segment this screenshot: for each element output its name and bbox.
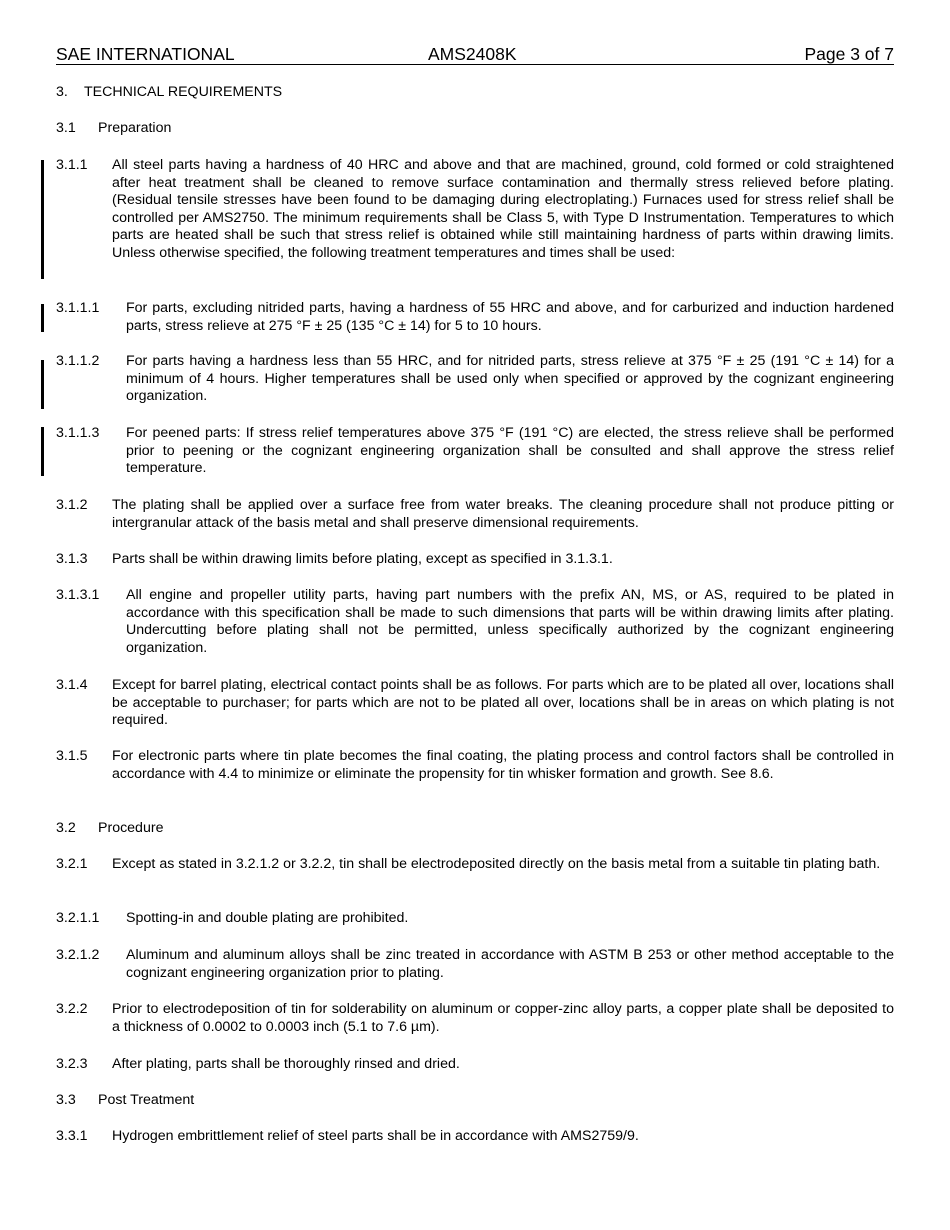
- header-org: SAE INTERNATIONAL: [56, 44, 235, 64]
- paragraph-number: 3.1.3: [56, 551, 88, 567]
- paragraph: [56, 300, 894, 335]
- paragraph: [56, 947, 894, 982]
- paragraph-text: Prior to electrodeposition of tin for solderability on aluminum or copper-zinc alloy parts, a copper plate shall be deposited to a thickness of 0.0002 to 0.0003 inch (5.1 to 7.6 µm).: [112, 1001, 894, 1035]
- paragraph-text: Hydrogen embrittlement relief of steel parts shall be in accordance with AMS2759/9.: [112, 1128, 639, 1144]
- change-bar: [41, 304, 44, 332]
- section-title: Procedure: [98, 820, 164, 836]
- paragraph-text: All steel parts having a hardness of 40 HRC and above and that are machined, ground, cold formed or cold straightened after heat treatment shall be cleaned to remove surface contamination and thermally stress relieved before plating. (Residual tensile stresses have been found to be damaging during electroplating.) Furnaces used for stress relief shall be controlled per AMS2750. The minimum requirements shall be Class 5, with Type D Instrumentation. Temperatures to which parts are heated shall be such that stress relief is obtained while still maintaining hardness of parts within drawing limits. Unless otherwise specified, the following treatment temperatures and times shall be used:: [112, 157, 894, 261]
- section-title: TECHNICAL REQUIREMENTS: [84, 84, 283, 100]
- paragraph: [56, 856, 894, 874]
- section-number: 3.3: [56, 1092, 76, 1108]
- paragraph: [56, 353, 894, 406]
- section-heading: [56, 84, 894, 102]
- paragraph-number: 3.2.1.1: [56, 910, 100, 926]
- paragraph-number: 3.1.3.1: [56, 587, 100, 603]
- paragraph-text: After plating, parts shall be thoroughly rinsed and dried.: [112, 1056, 460, 1072]
- paragraph-number: 3.1.4: [56, 677, 88, 693]
- paragraph-number: 3.1.1.2: [56, 353, 100, 369]
- section-number: 3.: [56, 84, 68, 100]
- paragraph-text: For electronic parts where tin plate becomes the final coating, the plating process and control factors shall be controlled in accordance with 4.4 to minimize or eliminate the propensity for tin whisker formation and growth. See 8.6.: [112, 748, 894, 782]
- paragraph: [56, 157, 894, 263]
- paragraph: [56, 748, 894, 783]
- paragraph-text: For parts having a hardness less than 55 HRC, and for nitrided parts, stress relieve at 375 °F ± 25 (191 °C ± 14) for a minimum of 4 hours. Higher temperatures shall be used only when specified or approved by the cognizant engineering organization.: [126, 353, 894, 405]
- paragraph-text: For parts, excluding nitrided parts, having a hardness of 55 HRC and above, and for carburized and induction hardened parts, stress relieve at 275 °F ± 25 (135 °C ± 14) for 5 to 10 hours.: [126, 300, 894, 334]
- paragraph: [56, 1056, 894, 1074]
- paragraph-text: Except for barrel plating, electrical contact points shall be as follows. For parts which are to be plated all over, locations shall be acceptable to purchaser; for parts which are not to be plated all over, locations shall be in areas on which plating is not required.: [112, 677, 894, 729]
- paragraph-number: 3.2.1.2: [56, 947, 100, 963]
- section-heading: [56, 820, 894, 838]
- paragraph-text: All engine and propeller utility parts, having part numbers with the prefix AN, MS, or AS, required to be plated in accordance with this specification shall be made to such dimensions that parts will be within drawing limits after plating. Undercutting before plating shall not be permitted, unless specifically authorized by the cognizant engineering organization.: [126, 587, 894, 656]
- paragraph: [56, 587, 894, 657]
- paragraph-number: 3.1.2: [56, 497, 88, 513]
- header-doc-number: AMS2408K: [428, 44, 517, 64]
- change-bar: [41, 160, 44, 279]
- section-number: 3.2: [56, 820, 76, 836]
- paragraph-number: 3.2.2: [56, 1001, 88, 1017]
- change-bar: [41, 427, 44, 476]
- paragraph: [56, 910, 894, 928]
- section-number: 3.1: [56, 120, 76, 136]
- paragraph-number: 3.1.1.3: [56, 425, 100, 441]
- section-heading: [56, 120, 894, 138]
- paragraph-text: Parts shall be within drawing limits before plating, except as specified in 3.1.3.1.: [112, 551, 613, 567]
- section-title: Preparation: [98, 120, 172, 136]
- paragraph-text: Spotting-in and double plating are prohibited.: [126, 910, 409, 926]
- paragraph: [56, 497, 894, 532]
- paragraph-text: For peened parts: If stress relief temperatures above 375 °F (191 °C) are elected, the stress relieve shall be performed prior to peening or the cognizant engineering organization shall be consulted and shall approve the stress relief temperature.: [126, 425, 894, 477]
- paragraph-number: 3.2.3: [56, 1056, 88, 1072]
- paragraph: [56, 425, 894, 478]
- header-page-number: Page 3 of 7: [804, 44, 894, 64]
- paragraph-number: 3.1.1.1: [56, 300, 100, 316]
- paragraph-text: The plating shall be applied over a surface free from water breaks. The cleaning procedure shall not produce pitting or intergranular attack of the basis metal and shall preserve dimensional requirements.: [112, 497, 894, 531]
- paragraph: [56, 1128, 894, 1146]
- paragraph: [56, 677, 894, 730]
- paragraph-number: 3.1.1: [56, 157, 88, 173]
- page-header: [56, 44, 894, 65]
- change-bar: [41, 360, 44, 409]
- paragraph-number: 3.2.1: [56, 856, 88, 872]
- paragraph: [56, 551, 894, 569]
- paragraph: [56, 1001, 894, 1036]
- section-title: Post Treatment: [98, 1092, 195, 1108]
- section-heading: [56, 1092, 894, 1110]
- paragraph-number: 3.1.5: [56, 748, 88, 764]
- paragraph-text: Except as stated in 3.2.1.2 or 3.2.2, tin shall be electrodeposited directly on the basis metal from a suitable tin plating bath.: [112, 856, 881, 872]
- paragraph-number: 3.3.1: [56, 1128, 88, 1144]
- paragraph-text: Aluminum and aluminum alloys shall be zinc treated in accordance with ASTM B 253 or other method acceptable to the cognizant engineering organization prior to plating.: [126, 947, 894, 981]
